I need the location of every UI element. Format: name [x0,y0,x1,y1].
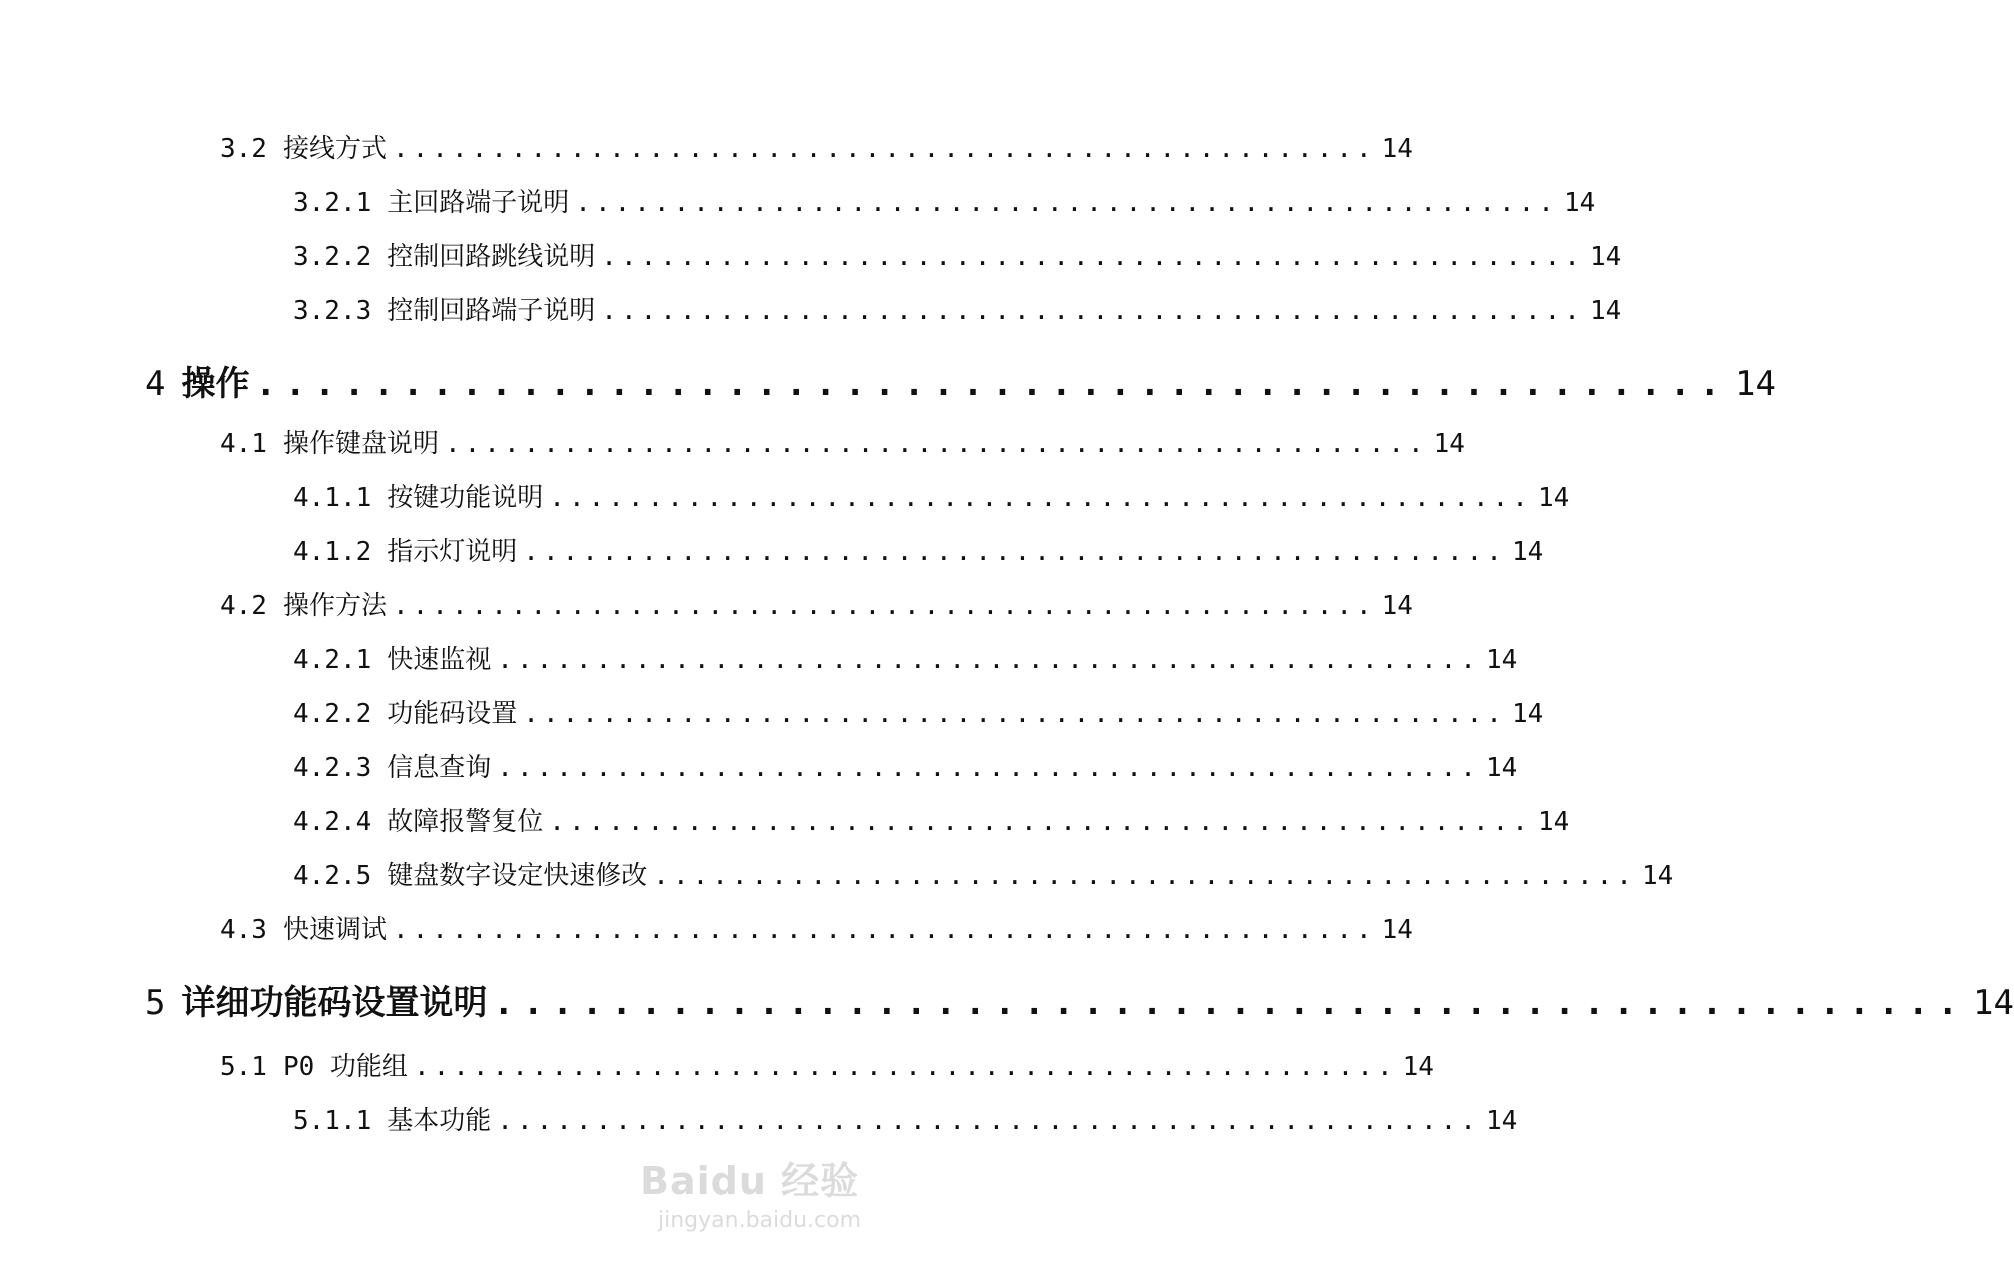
toc-entry-page: 14 [1589,242,1622,272]
toc-entry-number: 4.2.4 [293,807,372,837]
toc-entry-4-2-5[interactable] [293,855,1674,892]
toc-entry-page: 14 [1511,699,1544,729]
dot-leader: .................................................. [549,483,1532,513]
toc-entry-page: 14 [1511,537,1544,567]
toc-entry-title: 控制回路跳线说明 [387,242,596,272]
toc-entry-page: 14 [1641,861,1674,891]
toc-entry-number: 3.2.2 [293,242,372,272]
toc-entry-page: 14 [1381,915,1413,945]
toc-entry-title: 指示灯说明 [387,537,518,567]
toc-entry-number: 3.2.1 [293,188,372,218]
dot-leader: .................................................. [497,645,1480,675]
dot-leader: .................................................. [255,364,1729,404]
dot-leader: .................................................. [601,242,1584,272]
dot-leader: .................................................. [493,983,1967,1023]
toc-entry-number: 4.2.1 [293,645,372,675]
toc-entry-title: 主回路端子说明 [387,188,570,218]
toc-entry-page: 14 [1537,807,1570,837]
toc-entry-4-3[interactable] [220,909,1413,946]
toc-entry-page: 14 [1485,753,1518,783]
dot-leader: .................................................. [444,429,1428,459]
dot-leader: .................................................. [497,753,1480,783]
toc-entry-title: 信息查询 [387,753,492,783]
toc-entry-title: 接线方式 [282,134,387,164]
toc-entry-title: 操作 [181,364,250,404]
toc-entry-number: 4.3 [220,915,267,945]
toc-entry-3-2-3[interactable] [293,290,1622,327]
dot-leader: .................................................. [523,537,1506,567]
toc-entry-page: 14 [1485,1106,1518,1136]
toc-entry-number: 4.2.2 [293,699,372,729]
toc-entry-page: 14 [1589,296,1622,326]
toc-entry-3-2-2[interactable] [293,236,1622,273]
dot-leader: .................................................. [413,1052,1397,1082]
toc-entry-title: 功能码设置 [387,699,518,729]
dot-leader: .................................................. [575,188,1558,218]
toc-entry-number: 4.2.5 [293,861,372,891]
toc-entry-4-2-3[interactable] [293,747,1518,784]
dot-leader: .................................................. [549,807,1532,837]
toc-entry-title: 故障报警复位 [387,807,544,837]
toc-entry-title: 按键功能说明 [387,483,544,513]
toc-entry-number: 4.2.3 [293,753,372,783]
toc-entry-number: 4.1.1 [293,483,372,513]
toc-entry-number: 5.1 [220,1052,267,1082]
toc-entry-title: 操作键盘说明 [282,429,439,459]
dot-leader: .................................................. [392,134,1376,164]
toc-entry-5-1-1[interactable] [293,1100,1518,1137]
toc-entry-number: 5 [145,983,166,1023]
toc-entry-3-2[interactable] [220,128,1413,165]
toc-entry-4-1-1[interactable] [293,477,1570,514]
toc-entry-3-2-1[interactable] [293,182,1596,219]
toc-entry-5[interactable] [145,975,2014,1024]
toc-entry-page: 14 [1381,134,1413,164]
toc-entry-number: 4.1 [220,429,267,459]
toc-entry-page: 14 [1972,983,2014,1023]
dot-leader: .................................................. [523,699,1506,729]
dot-leader: .................................................. [392,591,1376,621]
dot-leader: .................................................. [497,1106,1480,1136]
toc-entry-title: 控制回路端子说明 [387,296,596,326]
toc-entry-title: 基本功能 [387,1106,492,1136]
toc-entry-number: 5.1.1 [293,1106,372,1136]
toc-entry-title: 详细功能码设置说明 [181,983,488,1023]
toc-entry-page: 14 [1381,591,1413,621]
toc-entry-title: 快速监视 [387,645,492,675]
toc-entry-number: 3.2 [220,134,267,164]
toc-entry-5-1[interactable] [220,1046,1434,1083]
toc-entry-page: 14 [1537,483,1570,513]
toc-entry-page: 14 [1433,429,1465,459]
toc-entry-4-2-2[interactable] [293,693,1544,730]
toc-entry-4-2-4[interactable] [293,801,1570,838]
toc-entry-page: 14 [1485,645,1518,675]
toc-entry-4-1[interactable] [220,423,1465,460]
watermark-logo: Baidu 经验 [640,1159,860,1203]
watermark-url: jingyan.baidu.com [658,1208,862,1233]
toc-entry-4-2[interactable] [220,585,1413,622]
baidu-jingyan-watermark [640,1150,870,1250]
toc-entry-title: 快速调试 [282,915,387,945]
dot-leader: .................................................. [392,915,1376,945]
dot-leader: .................................................. [653,861,1636,891]
dot-leader: .................................................. [601,296,1584,326]
toc-entry-page: 14 [1563,188,1596,218]
toc-entry-number: 4 [145,364,166,404]
toc-entry-4[interactable] [145,356,1776,405]
toc-entry-number: 3.2.3 [293,296,372,326]
toc-entry-page: 14 [1402,1052,1434,1082]
toc-entry-page: 14 [1734,364,1776,404]
toc-entry-number: 4.2 [220,591,267,621]
toc-entry-4-2-1[interactable] [293,639,1518,676]
toc-entry-number: 4.1.2 [293,537,372,567]
toc-entry-title: 键盘数字设定快速修改 [387,861,648,891]
toc-entry-title: 操作方法 [282,591,387,621]
toc-entry-4-1-2[interactable] [293,531,1544,568]
toc-entry-title: P0 功能组 [282,1052,408,1082]
